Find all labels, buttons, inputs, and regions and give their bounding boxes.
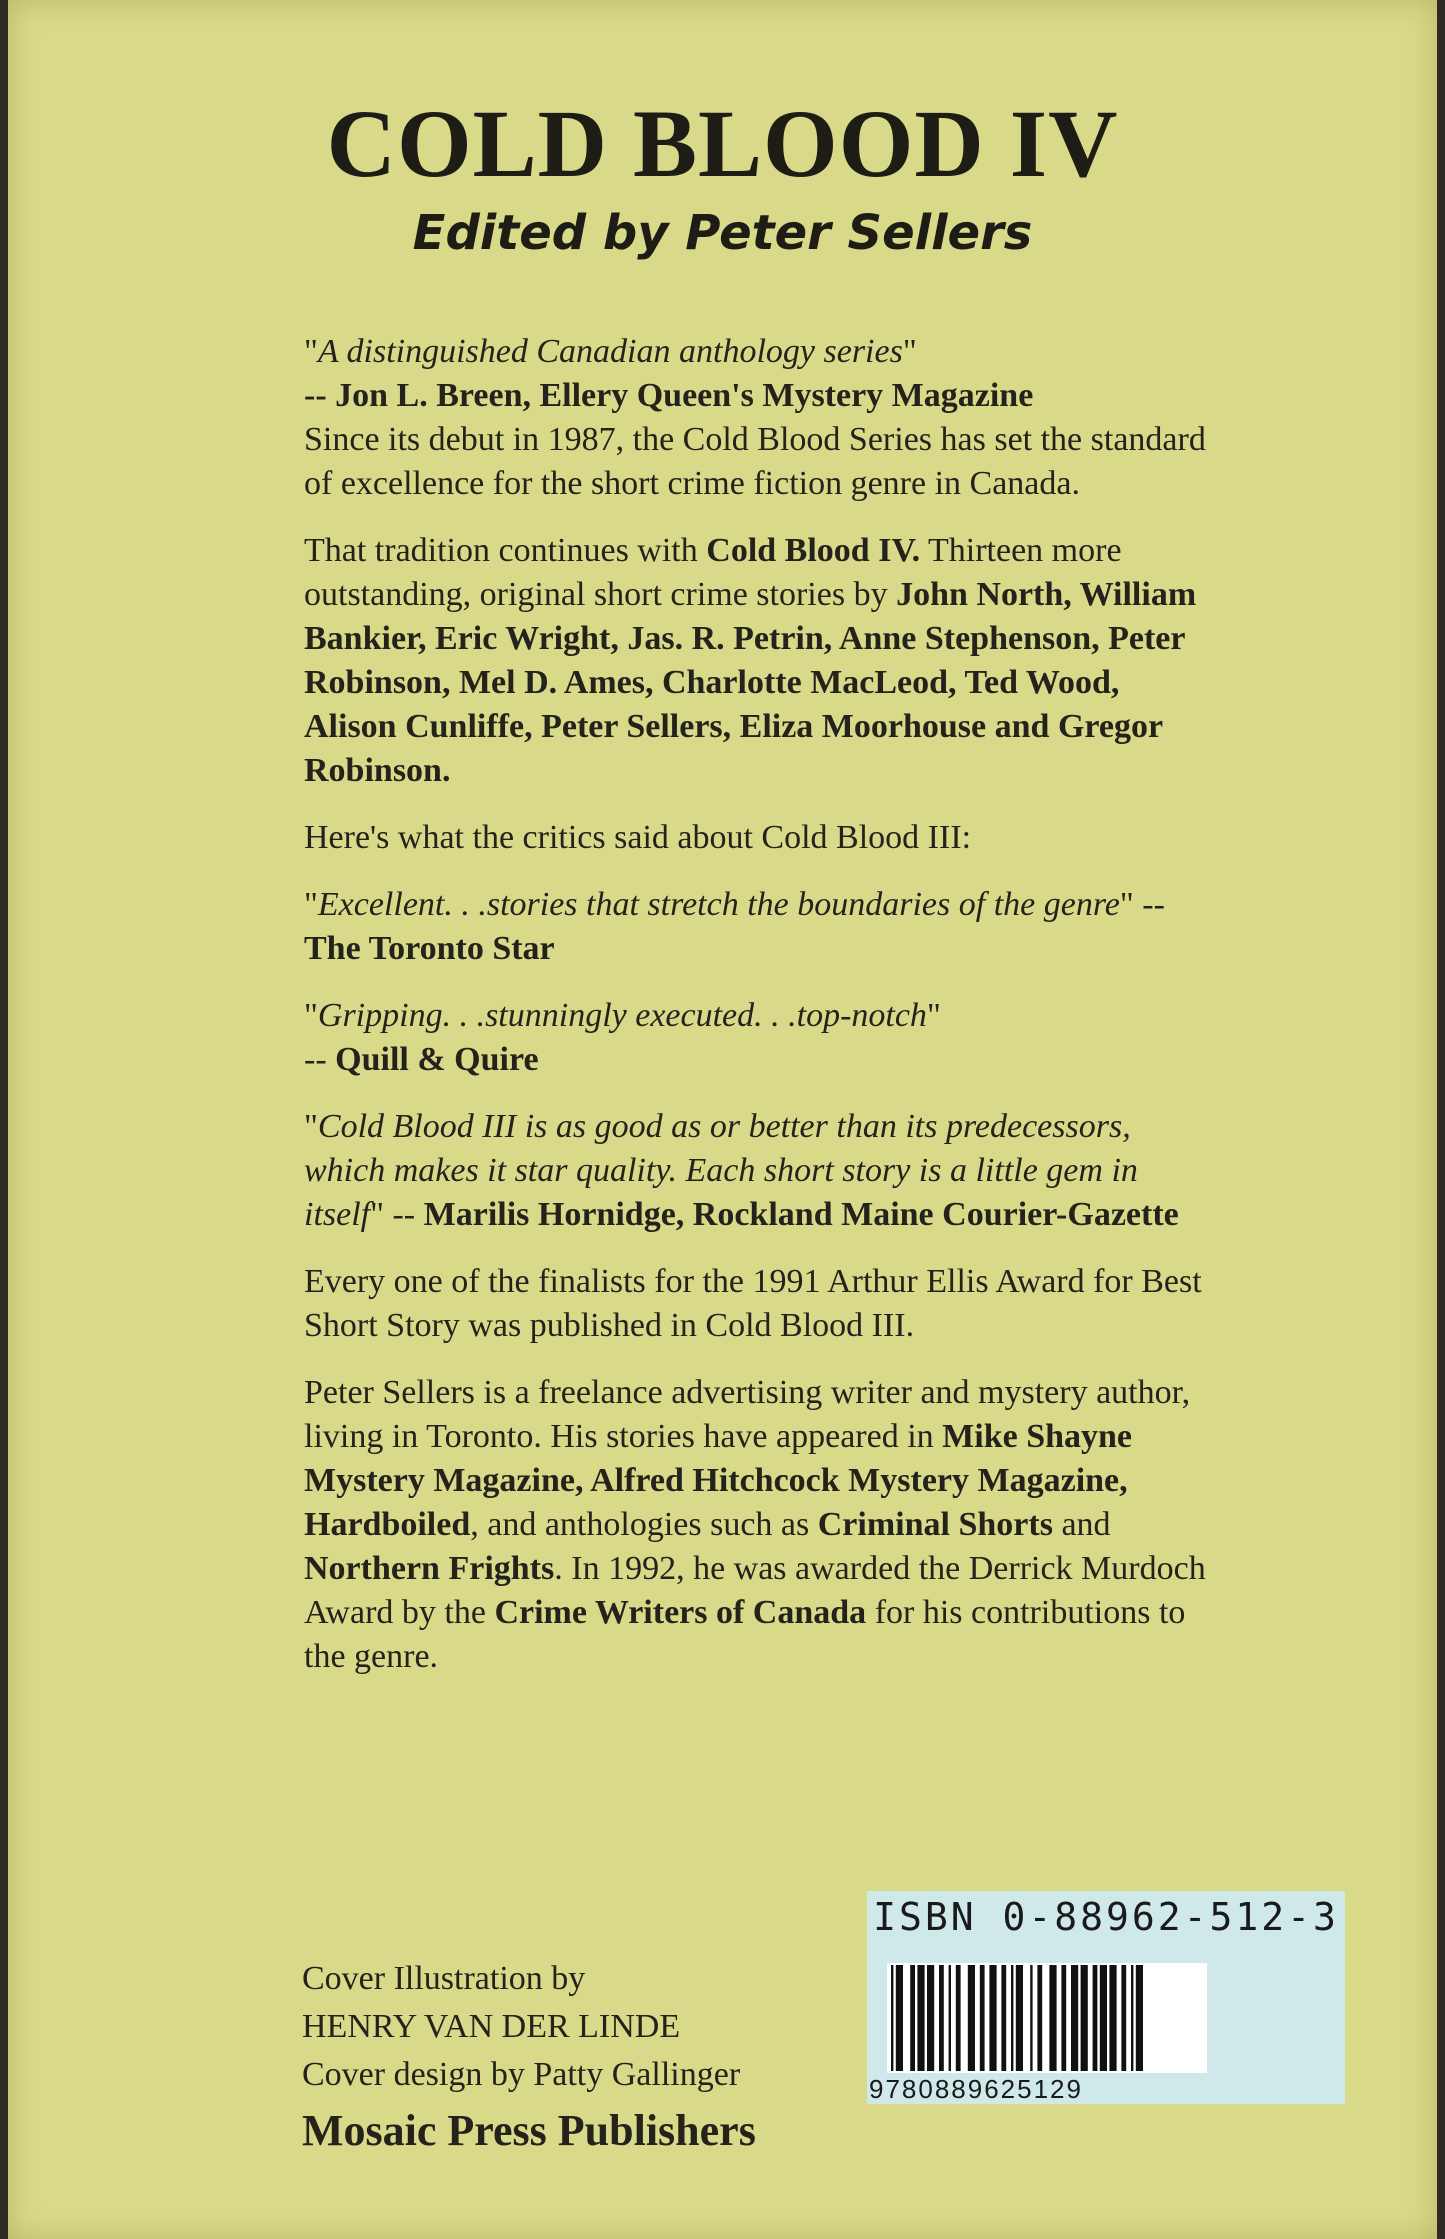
stories-lead: Thirteen more outstanding, original short crime stories by	[304, 532, 1122, 613]
bio-magazines: Mike Shayne Mystery Magazine, Alfred Hitchcock Mystery Magazine, Hardboiled	[304, 1418, 1133, 1543]
barcode-bar	[1100, 1965, 1107, 2071]
book-title-inline: Cold Blood IV.	[706, 532, 921, 569]
editor-credit: Edited by Peter Sellers	[412, 205, 1033, 261]
review-2-source: Quill & Quire	[335, 1041, 539, 1078]
barcode-bar	[910, 1965, 915, 2071]
bio-anthology-1: Criminal Shorts	[817, 1506, 1053, 1543]
barcode-bar	[980, 1965, 985, 2071]
endorsement-quote: "A distinguished Canadian anthology series" -- Jon L. Breen, Ellery Queen's Mystery Magazine Since its debut in 1987, the Cold Blood Series has set the standard of excellence for the short crime fiction genre in Canada.	[304, 333, 1206, 502]
isbn-number: ISBN 0-88962-512-3	[873, 1895, 1339, 1939]
cover-credits	[302, 1955, 862, 2161]
bio-organization: Crime Writers of Canada	[494, 1594, 867, 1631]
review-2: "Gripping. . .stunningly executed. . .top-notch" -- Quill & Quire	[304, 997, 941, 1078]
blurb	[304, 330, 1214, 1702]
endorsement-text: A distinguished Canadian anthology series	[317, 333, 903, 370]
barcode-digits: 9780889625129	[869, 2074, 1083, 2104]
barcode-bar	[1071, 1965, 1078, 2071]
contents-paragraph	[304, 529, 1214, 793]
barcode-bar	[1109, 1965, 1116, 2071]
series-intro: Since its debut in 1987, the Cold Blood Series has set the standard of excellence for the short crime fiction genre in Canada.	[304, 421, 1206, 502]
barcode-bar	[917, 1965, 924, 2071]
endorsement-source: -- Jon L. Breen, Ellery Queen's Mystery Magazine	[304, 377, 1034, 414]
bio-part-3: . In 1992, he was awarded the Derrick Murdoch Award by the	[304, 1550, 1206, 1631]
barcode-bar	[896, 1965, 903, 2071]
review-1: "Excellent. . .stories that stretch the boundaries of the genre" -- The Toronto Star	[304, 886, 1165, 967]
bio-part-4: for his contributions to the genre.	[304, 1594, 1186, 1675]
review-3-text: Cold Blood III is as good as or better than its predecessors, which makes it star quality. Each short story is a little gem in itself	[304, 1108, 1138, 1233]
critics-intro: Here's what the critics said about Cold Blood III:	[304, 819, 972, 856]
tradition-lead: That tradition continues with	[304, 532, 707, 569]
barcode-bar	[949, 1965, 951, 2071]
barcode-bar	[1131, 1965, 1133, 2071]
review-2-text: Gripping. . .stunningly executed. . .top-notch	[317, 997, 927, 1034]
barcode-bar	[927, 1965, 934, 2071]
barcode-bar	[939, 1965, 944, 2071]
barcode-bar	[1016, 1965, 1023, 2071]
bio-anthology-2: Northern Frights	[304, 1550, 555, 1587]
isbn-label	[867, 1891, 1345, 2104]
review-1-source: The Toronto Star	[304, 930, 555, 967]
bio-part-2: , and anthologies such as	[470, 1506, 818, 1543]
barcode-bar	[968, 1965, 975, 2071]
barcode-bar	[1081, 1965, 1088, 2071]
bio-and: and	[1052, 1506, 1111, 1543]
barcode-bar	[1121, 1965, 1126, 2071]
publisher-name: Mosaic Press Publishers	[302, 2106, 756, 2155]
barcode-bar	[989, 1965, 996, 2071]
barcode-bar	[1037, 1965, 1042, 2071]
bio-part-1: Peter Sellers is a freelance advertising writer and mystery author, living in Toronto. His stories have appeared in	[304, 1374, 1191, 1455]
review-3: "Cold Blood III is as good as or better than its predecessors, which makes it star quality. Each short story is a little gem in itself" -- Marilis Hornidge, Rockland Maine Courier-Gazette	[304, 1108, 1179, 1233]
barcode-bar	[1011, 1965, 1013, 2071]
review-1-text: Excellent. . .stories that stretch the boundaries of the genre	[317, 886, 1120, 923]
barcode-bar	[956, 1965, 961, 2071]
barcode-bar	[1093, 1965, 1098, 2071]
barcode-bar	[1061, 1965, 1066, 2071]
illustration-label: Cover Illustration by	[302, 1960, 586, 1997]
barcode-bar	[1030, 1965, 1032, 2071]
award-note: Every one of the finalists for the 1991 Arthur Ellis Award for Best Short Story was published in Cold Blood III.	[304, 1263, 1202, 1344]
barcode-bar	[891, 1965, 893, 2071]
barcode-bar	[1136, 1965, 1143, 2071]
barcode-bars	[887, 1963, 1207, 2073]
illustrator-name: HENRY VAN DER LINDE	[302, 2008, 681, 2045]
book-title: COLD BLOOD IV	[326, 90, 1119, 197]
review-3-source: Marilis Hornidge, Rockland Maine Courier-Gazette	[423, 1196, 1179, 1233]
barcode-bar	[1049, 1965, 1056, 2071]
author-list: John North, William Bankier, Eric Wright, Jas. R. Petrin, Anne Stephenson, Peter Robinson, Mel D. Ames, Charlotte MacLeod, Ted Wood, Alison Cunliffe, Peter Sellers, Eliza Moorhouse and Gregor Robinson.	[304, 576, 1197, 789]
author-bio	[304, 1371, 1214, 1679]
barcode-bar	[1001, 1965, 1006, 2071]
design-credit: Cover design by Patty Gallinger	[302, 2056, 741, 2093]
barcode	[887, 1963, 1207, 2073]
